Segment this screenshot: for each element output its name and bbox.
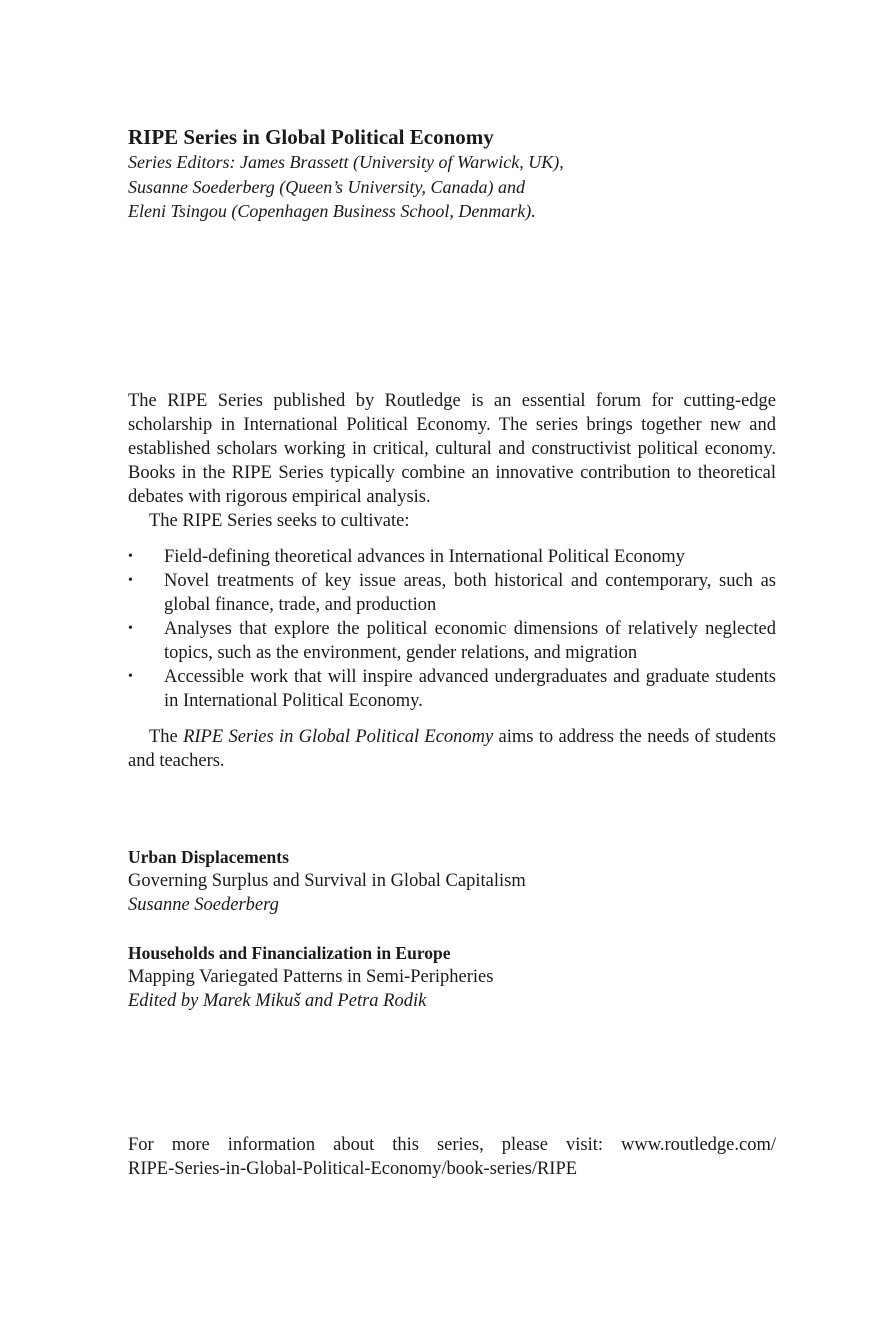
bullet-icon: • bbox=[128, 549, 133, 564]
editors-line: Susanne Soederberg (Queen’s University, Canada) and bbox=[128, 176, 525, 197]
book-page bbox=[128, 0, 776, 1327]
book-entry bbox=[128, 941, 776, 1013]
intro-paragraph: The RIPE Series published by Routledge is an essential forum for cutting-edge scholarship in International Political Economy. The series brings together new and established scholars working in critical, cultural and constructivist political economy. Books in the RIPE Series typically combine an innovative contribution to theoretical debates with rigorous empirical analysis. bbox=[128, 391, 776, 507]
bullet-icon: • bbox=[128, 669, 133, 684]
list-item-text: Novel treatments of key issue areas, both historical and contemporary, such as global finance, trade, and production bbox=[164, 571, 776, 615]
list-item-text: Analyses that explore the political economic dimensions of relatively neglected topics, such as the environment, gender relations, and migration bbox=[164, 619, 776, 663]
series-description bbox=[128, 389, 776, 773]
series-title: RIPE Series in Global Political Economy bbox=[128, 125, 494, 149]
list-item bbox=[128, 545, 776, 569]
list-item bbox=[128, 617, 776, 665]
cultivate-list bbox=[128, 545, 776, 713]
series-url: RIPE-Series-in-Global-Political-Economy/book-series/RIPE bbox=[128, 1159, 578, 1179]
closing-suffix: aims to address the needs of students and teachers. bbox=[128, 727, 776, 771]
cultivate-lead: The RIPE Series seeks to cultivate: bbox=[149, 511, 410, 531]
book-subtitle: Governing Surplus and Survival in Global Capitalism bbox=[128, 871, 526, 891]
list-item-text: Field-defining theoretical advances in International Political Economy bbox=[164, 547, 685, 567]
book-title: Households and Financialization in Europe bbox=[128, 943, 451, 963]
book-author: Edited by Marek Mikuš and Petra Rodik bbox=[128, 991, 427, 1011]
list-item-text: Accessible work that will inspire advanced undergraduates and graduate students in International Political Economy. bbox=[164, 667, 776, 711]
series-editors bbox=[128, 150, 776, 224]
more-info-line: For more information about this series, please visit: www.routledge.com/ bbox=[128, 1135, 776, 1155]
bullet-icon: • bbox=[128, 573, 133, 588]
series-name-italic: RIPE Series in Global Political Economy bbox=[183, 727, 494, 747]
editors-line: Eleni Tsingou (Copenhagen Business School, Denmark). bbox=[128, 201, 536, 221]
book-entry bbox=[128, 845, 776, 917]
book-subtitle: Mapping Variegated Patterns in Semi-Peripheries bbox=[128, 967, 494, 987]
bullet-icon: • bbox=[128, 621, 133, 636]
book-author: Susanne Soederberg bbox=[128, 895, 279, 915]
more-info bbox=[128, 1133, 776, 1181]
closing-paragraph bbox=[128, 725, 776, 773]
book-title: Urban Displacements bbox=[128, 847, 289, 867]
editors-line: Series Editors: James Brassett (University of Warwick, UK), bbox=[128, 152, 564, 172]
list-item bbox=[128, 665, 776, 713]
list-item bbox=[128, 569, 776, 617]
closing-prefix: The bbox=[149, 727, 184, 747]
